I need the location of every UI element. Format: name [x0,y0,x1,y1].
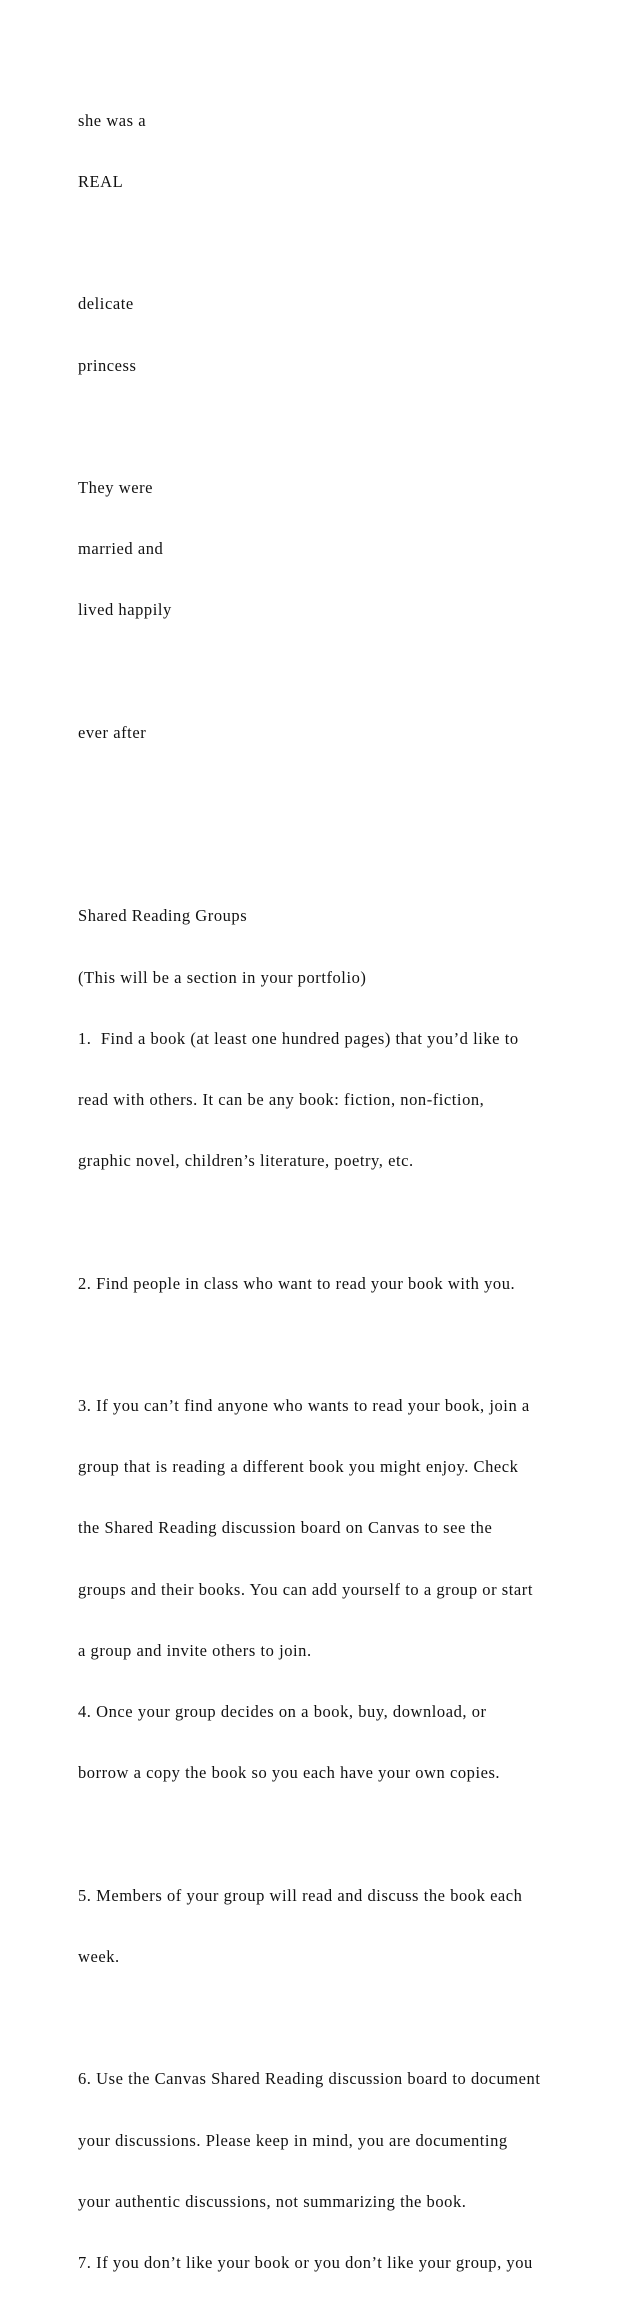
text-line: she was a [78,110,147,130]
text-line: borrow a copy the book so you each have your own copies. [78,1763,501,1783]
text-line: 6. Use the Canvas Shared Reading discussion board to document [78,2069,541,2089]
text-line: 5. Members of your group will read and discuss the book each [78,1885,523,1905]
text-line: princess [78,355,137,375]
text-line: They were [78,478,154,498]
text-line: your discussions. Please keep in mind, you are documenting [78,2130,508,2150]
blank-line [78,233,618,253]
text-line: (This will be a section in your portfolio) [78,967,367,987]
text-line: read with others. It can be any book: fiction, non-fiction, [78,1090,485,1110]
document-text [78,70,618,2314]
text-line: 3. If you can’t find anyone who wants to read your book, join a [78,1396,530,1416]
blank-line [78,662,618,682]
text-line: 7. If you don’t like your book or you don’t like your group, you [78,2252,533,2272]
blank-line [78,417,618,437]
text-line: 4. Once your group decides on a book, buy, download, or [78,1702,487,1722]
text-line: week. [78,1946,120,1966]
blank-line [78,1825,618,1845]
text-line: delicate [78,294,134,314]
text-line: 1. Find a book (at least one hundred pages) that you’d like to [78,1028,519,1048]
text-line: the Shared Reading discussion board on Canvas to see the [78,1518,493,1538]
text-line: lived happily [78,600,172,620]
text-line: groups and their books. You can add yourself to a group or start [78,1579,533,1599]
text-line: graphic novel, children’s literature, poetry, etc. [78,1151,414,1171]
blank-line [78,2008,618,2028]
text-line: married and [78,539,164,559]
blank-line [78,1212,618,1232]
text-line: 2. Find people in class who want to read your book with you. [78,1273,516,1293]
blank-line [78,845,618,865]
text-line: group that is reading a different book you might enjoy. Check [78,1457,519,1477]
section-heading: Shared Reading Groups [78,906,248,926]
text-line: REAL [78,172,124,192]
text-line: a group and invite others to join. [78,1640,312,1660]
text-line: your authentic discussions, not summarizing the book. [78,2191,467,2211]
blank-line [78,1335,618,1355]
blank-line [78,784,618,804]
text-line: ever after [78,722,147,742]
